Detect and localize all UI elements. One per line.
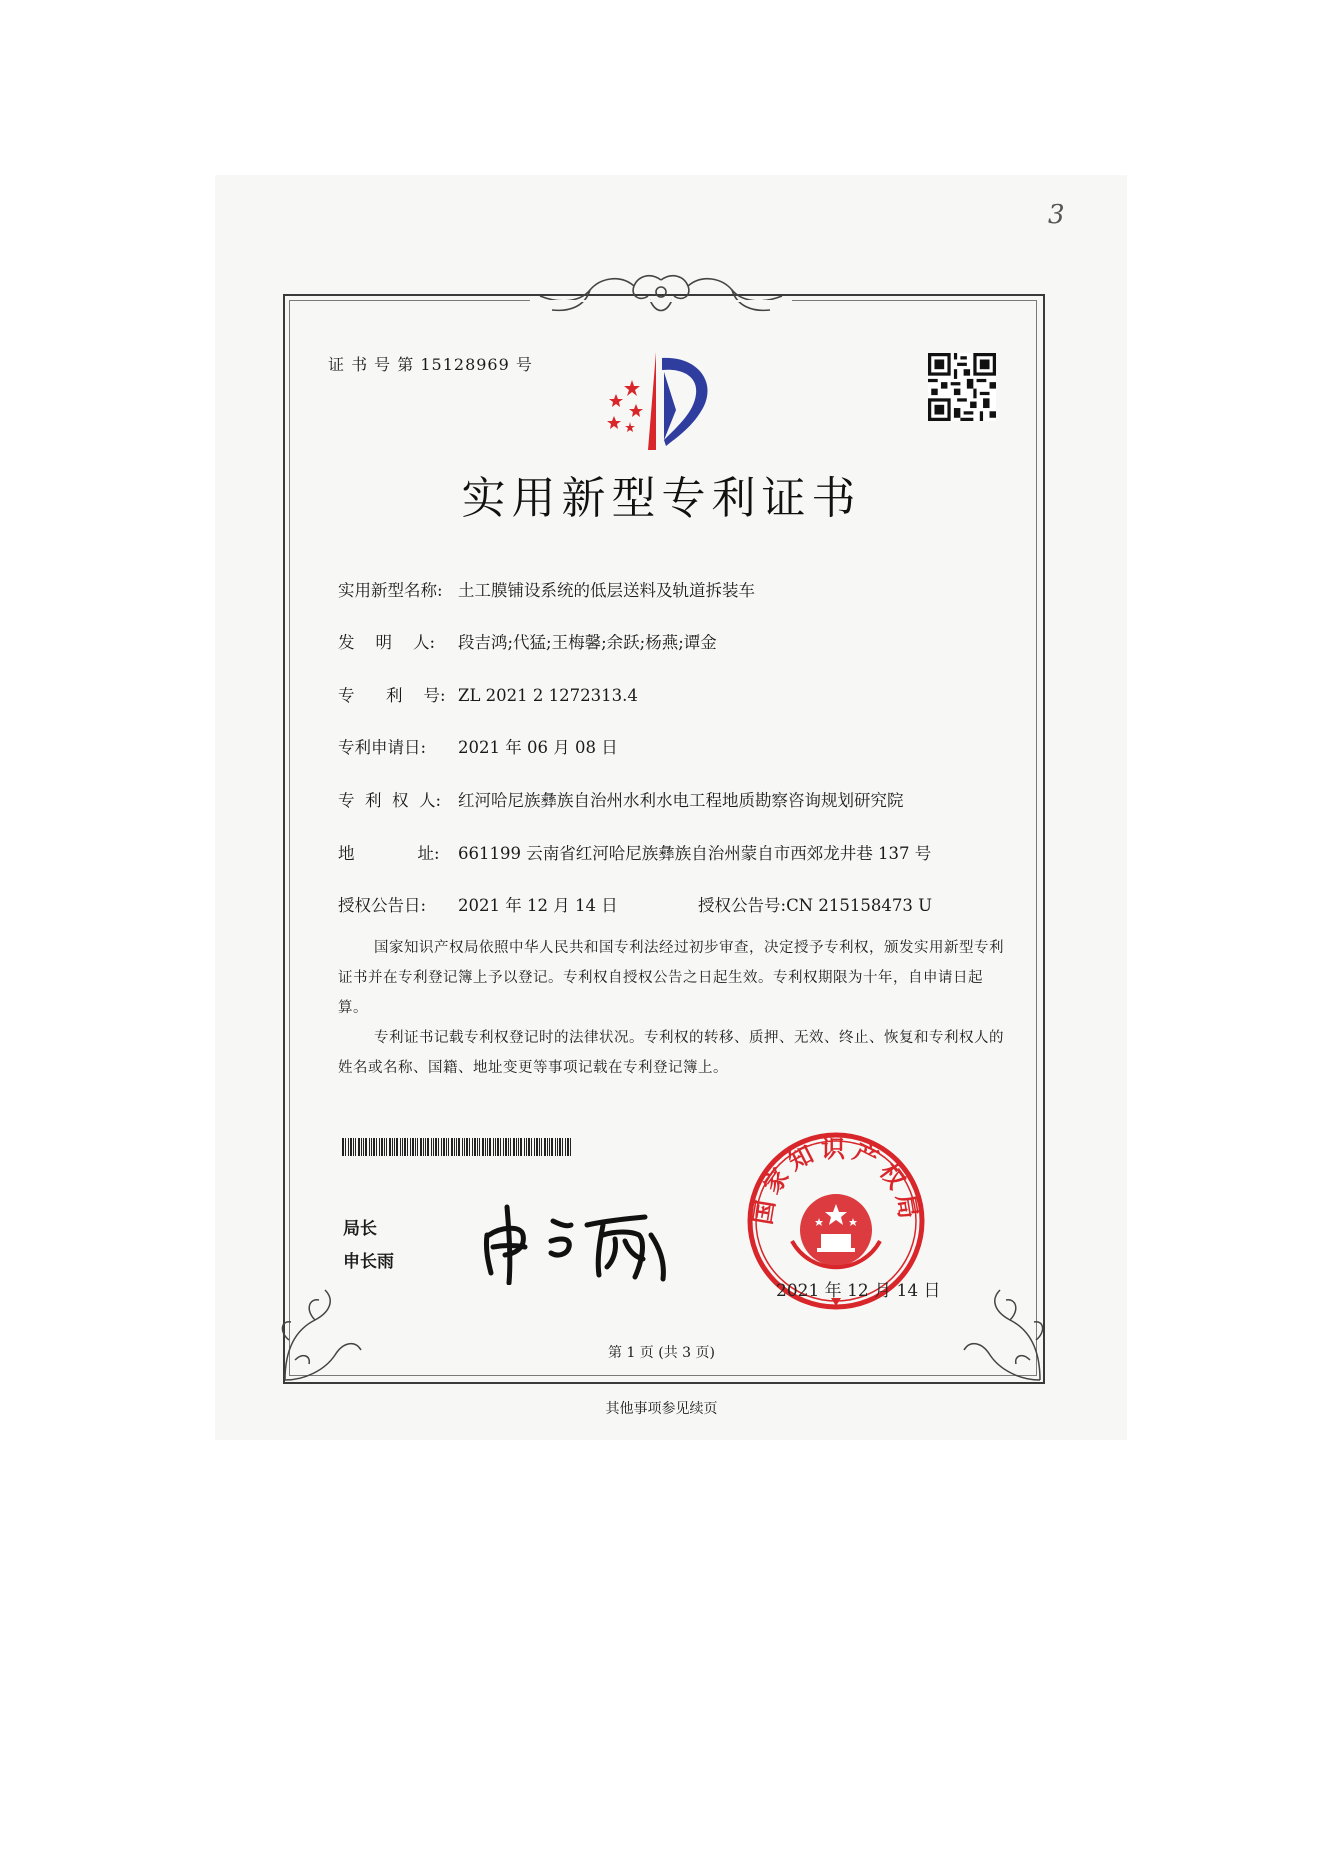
field-label: 专 利 号: (338, 686, 446, 705)
field-grant (338, 892, 1018, 919)
bottom-left-ornament-icon (275, 1260, 365, 1390)
signature-icon (475, 1195, 685, 1285)
field-value: 段吉鸿;代猛;王梅馨;余跃;杨燕;谭金 (458, 633, 717, 652)
field-label: 专 利 权 人: (338, 791, 442, 810)
grant-date-value: 2021 年 12 月 14 日 (458, 896, 618, 915)
certificate-title: 实用新型专利证书 (461, 473, 862, 524)
paragraph-legal-status: 专利证书记载专利权登记时的法律状况。专利权的转移、质押、无效、终止、恢复和专利权人的姓名或名称、国籍、地址变更等事项记载在专利登记簿上。 (338, 1030, 1004, 1076)
seal-date: 2021 年 12 月 14 日 (776, 1281, 941, 1301)
patent-office-emblem-icon (596, 350, 728, 452)
field-label: 发 明 人: (338, 633, 436, 652)
field-value: 红河哈尼族彝族自治州水利水电工程地质勘察咨询规划研究院 (458, 791, 904, 810)
official-name: 申长雨 (343, 1252, 394, 1272)
field-value: 661199 云南省红河哈尼族彝族自治州蒙自市西郊龙井巷 137 号 (458, 844, 932, 863)
field-application-date (338, 734, 1018, 761)
paragraph-grant-statement: 国家知识产权局依照中华人民共和国专利法经过初步审查，决定授予专利权，颁发实用新型专利证书并在专利登记簿上予以登记。专利权自授权公告之日起生效。专利权期限为十年，自申请日起算。 (338, 940, 1004, 1016)
top-ornament-icon (530, 270, 792, 322)
field-address (338, 840, 1018, 867)
field-value: 土工膜铺设系统的低层送料及轨道拆装车 (458, 581, 755, 600)
grant-number-label: 授权公告号: (698, 896, 787, 915)
grant-number-value: CN 215158473 U (786, 896, 933, 915)
field-utility-model-name (338, 577, 1018, 604)
bottom-right-ornament-icon (960, 1260, 1050, 1390)
field-value: 2021 年 06 月 08 日 (458, 738, 618, 757)
certificate-number: 证 书 号 第 15128969 号 (328, 355, 533, 374)
barcode-icon (342, 1138, 574, 1156)
field-label: 实用新型名称: (338, 581, 443, 600)
footer-note: 其他事项参见续页 (605, 1401, 718, 1417)
field-inventors (338, 629, 1018, 656)
handwritten-page-mark: 3 (1048, 200, 1065, 230)
page-indicator: 第 1 页 (共 3 页) (608, 1345, 715, 1361)
grant-date-label: 授权公告日: (338, 896, 427, 915)
field-label: 专利申请日: (338, 738, 427, 757)
field-value: ZL 2021 2 1272313.4 (458, 686, 638, 705)
official-title: 局长 (343, 1219, 377, 1239)
qr-code-icon (928, 353, 996, 421)
seal-text: 国家知识产权局 (748, 1135, 924, 1227)
field-patentee (338, 787, 1018, 814)
field-label: 地 址: (338, 844, 440, 863)
field-patent-number (338, 682, 1018, 709)
